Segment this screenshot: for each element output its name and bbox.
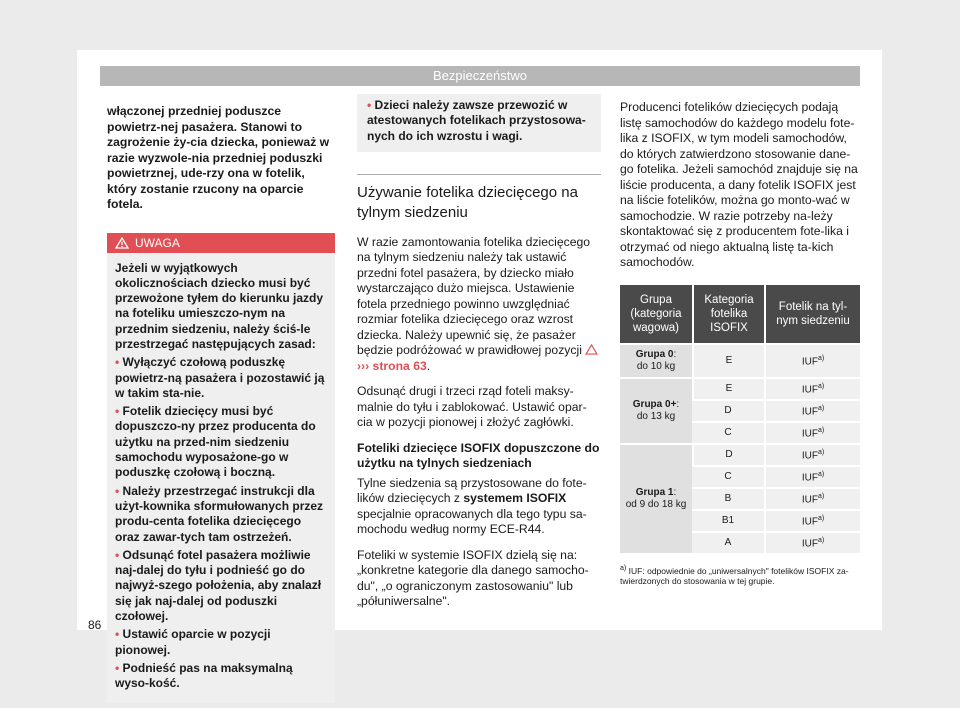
warning-header <box>107 233 335 253</box>
list-item: • Podnieść pas na maksymalną wyso-kość. <box>115 660 293 691</box>
table-cell: C <box>692 465 764 487</box>
column-1 <box>107 104 335 703</box>
bullet-icon: • <box>115 355 123 370</box>
table-cell: C <box>692 421 764 443</box>
table-row <box>620 377 860 399</box>
list-item: • Wyłączyć czołową poduszkę powietrz-ną pasażera i pozostawić ją w takim sta-nie. <box>115 355 325 400</box>
table-row <box>620 443 860 465</box>
table-cell: IUF$^{a)}$ <box>764 443 860 465</box>
list-item: • Należy przestrzegać instrukcji dla użyt-kownika sformułowanych przez produ-centa fotelika dziecięcego oraz zawar-tych tam ostrzeżeń. <box>115 483 324 544</box>
warning-label: UWAGA <box>135 235 180 250</box>
group-cell: Grupa 0+: do 13 kg <box>620 377 692 443</box>
column-3 <box>620 100 860 587</box>
note-box <box>357 94 601 152</box>
note-text: Dzieci należy zawsze przewozić w atestowanych fotelikach przystosowa-nych do ich wzrostu i wagi. <box>367 98 586 143</box>
table-cell: D <box>692 443 764 465</box>
table-cell: IUF$^{a)}$ <box>764 465 860 487</box>
paragraph: W razie zamontowania fotelika dziecięcego na tylnym siedzeniu należy tak ustawić przedni fotel pasażera, by dziecko miało wystarczająco dużo miejsca. Ustawienie fotela przedniego powinno uwzględniać rozmiar fotelika dziecięcego oraz wzrost dziecka. Należy upewnić się, że pasażer będzie podróżować w prawidłowej pozycji ››› strona 63. <box>357 235 601 375</box>
table-header: Kategoria fotelika ISOFIX <box>692 285 764 343</box>
page-link[interactable]: ››› strona 63 <box>357 358 427 373</box>
table-header: Fotelik na tyl-nym siedzeniu <box>764 285 860 343</box>
table-cell: IUF$^{a)}$ <box>764 377 860 399</box>
table-cell: IUF$^{a)}$ <box>764 399 860 421</box>
paragraph: Foteliki w systemie ISOFIX dzielą się na: „konkretne kategorie dla danego samocho-du", „o ograniczonym zastosowaniu" lub „półuniwersalne". <box>357 547 589 609</box>
table-cell: IUF$^{a)}$ <box>764 487 860 509</box>
column-2 <box>357 100 601 620</box>
warning-box <box>107 233 335 703</box>
table-cell: IUF$^{a)}$ <box>764 531 860 553</box>
warning-icon <box>585 343 598 357</box>
group-cell: Grupa 1: od 9 do 18 kg <box>620 443 692 553</box>
section-title: Używanie fotelika dziecięcego na tylnym siedzeniu <box>357 174 601 223</box>
table-cell: E <box>692 343 764 377</box>
bullet-icon: • <box>115 627 123 642</box>
group-cell: Grupa 0: do 10 kg <box>620 343 692 377</box>
bullet-icon: • <box>115 404 123 419</box>
footnote: $^{a)}$ IUF: odpowiednie do „uniwersalnych" fotelików ISOFIX za-twierdzonych do stosowania w tej grupie. <box>620 563 849 587</box>
table-cell: B1 <box>692 509 764 531</box>
list-item: • Ustawić oparcie w pozycji pionowej. <box>115 627 271 657</box>
subsection-title: Foteliki dziecięce ISOFIX dopuszczone do użytku na tylnych siedzeniach <box>357 440 600 471</box>
section-header: Bezpieczeństwo <box>100 66 860 86</box>
paragraph: Tylne siedzenia są przystosowane do fote-lików dziecięcych z systemem ISOFIX specjalnie opracowanych dla tego typu sa-mochodu według normy ECE-R44. <box>357 475 587 537</box>
table-cell: A <box>692 531 764 553</box>
bullet-icon: • <box>115 483 123 498</box>
bullet-icon: • <box>367 98 375 112</box>
warning-body <box>107 253 335 703</box>
warning-intro: Jeżeli w wyjątkowych okolicznościach dziecko musi być przewożone tyłem do kierunku jazdy na foteliku umieszczo-nym na przednim siedzeniu, należy ściś-le przestrzegać następujących zasad: <box>115 260 324 351</box>
table-cell: IUF$^{a)}$ <box>764 343 860 377</box>
paragraph: Producenci fotelików dziecięcych podają listę samochodów do każdego modelu fote-lika z ISOFIX, w tym modeli samochodów, do których zatwierdzono stosowanie dane-go fotelika. Jeżeli samochód znajduje się na liście producenta, a dany fotelik ISOFIX jest na liście fotelików, można go monto-wać w samochodzie. W razie potrzeby na-leży skontaktować się z producentem fote-lika i otrzymać od niego aktualną listę ta-kich samochodów. <box>620 100 858 269</box>
list-item: • Odsunąć fotel pasażera możliwie naj-dalej do tyłu i podnieść go do najwyż-szego położenia, aby znalazł się jak naj-dalej od poduszki czołowej. <box>115 547 322 624</box>
bullet-icon: • <box>115 660 123 675</box>
page-number: 86 <box>88 618 102 632</box>
isofix-table <box>620 285 860 553</box>
list-item: • Fotelik dziecięcy musi być dopuszczo-ny przez producenta do użytku na przed-nim siedzeniu samochodu wyposażone-go w poduszkę czołową i boczną. <box>115 404 316 480</box>
paragraph: Odsunąć drugi i trzeci rząd foteli maksy-malnie do tyłu i zablokować. Ustawić opar-cia w pozycji pionowej i złożyć zagłówki. <box>357 384 587 430</box>
table-cell: E <box>692 377 764 399</box>
table-cell: IUF$^{a)}$ <box>764 421 860 443</box>
table-header: Grupa (kategoria wagowa) <box>620 285 692 343</box>
bullet-icon: • <box>115 547 123 562</box>
table-row <box>620 343 860 377</box>
table-cell: B <box>692 487 764 509</box>
table-header-row <box>620 285 860 343</box>
intro-text: włączonej przedniej poduszce powietrz-nej pasażera. Stanowi to zagrożenie ży-cia dziecka, ponieważ w razie wyzwole-nia przedniej poduszki powietrznej, ude-rzy ona w fotelik, który zostanie rzucony na oparcie fotela. <box>107 104 330 211</box>
table-cell: D <box>692 399 764 421</box>
table-cell: IUF$^{a)}$ <box>764 509 860 531</box>
warning-icon <box>115 235 129 255</box>
